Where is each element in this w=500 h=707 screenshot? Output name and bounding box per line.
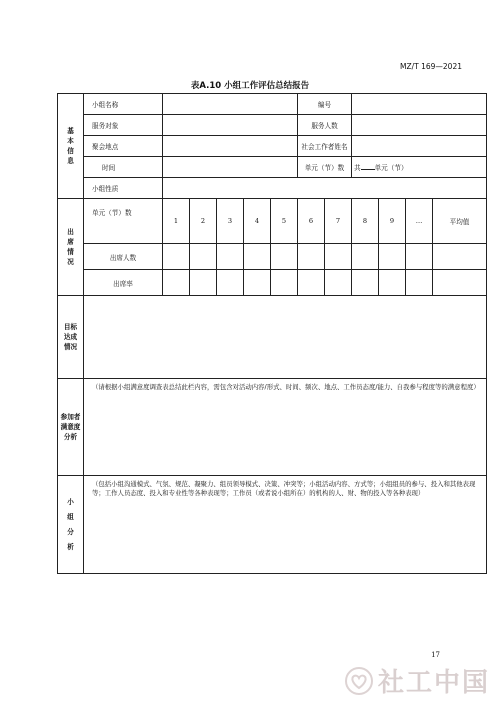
- label-service-count: 服务人数: [298, 115, 352, 136]
- cell-attendance-rate[interactable]: [244, 270, 271, 296]
- section-basic-info: 基 本 信 息: [58, 94, 84, 199]
- section-group-analysis: 小 组 分 析: [58, 476, 84, 574]
- session-col-9: 9: [379, 199, 406, 244]
- field-number[interactable]: [352, 94, 487, 115]
- evaluation-form-table: [57, 93, 487, 574]
- label-group-name: 小组名称: [84, 94, 163, 115]
- cell-attendance-rate[interactable]: [406, 270, 433, 296]
- field-service-count[interactable]: [352, 115, 487, 136]
- label-service-target: 服务对象: [84, 115, 163, 136]
- table-title: 表A.10 小组工作评估总结报告: [190, 81, 310, 91]
- cell-attendance-count[interactable]: [352, 244, 379, 270]
- session-col-8: 8: [352, 199, 379, 244]
- session-col-5: 5: [271, 199, 298, 244]
- session-col-7: 7: [325, 199, 352, 244]
- session-col-2: 2: [190, 199, 217, 244]
- label-attendance-rate: 出席率: [84, 270, 163, 296]
- table-row: [58, 244, 487, 270]
- session-col-4: 4: [244, 199, 271, 244]
- field-service-target[interactable]: [163, 115, 298, 136]
- field-group-name[interactable]: [163, 94, 298, 115]
- cell-attendance-count[interactable]: [298, 244, 325, 270]
- label-attendance-count: 出席人数: [84, 244, 163, 270]
- cell-attendance-rate[interactable]: [163, 270, 190, 296]
- table-row: [58, 296, 487, 379]
- section-satisfaction: 参加者 满意度 分析: [58, 379, 84, 476]
- watermark-text: 社工中国: [377, 668, 490, 698]
- cell-attendance-count[interactable]: [433, 244, 487, 270]
- cell-attendance-rate[interactable]: [190, 270, 217, 296]
- table-row: [58, 379, 487, 476]
- cell-attendance-count[interactable]: [379, 244, 406, 270]
- session-col-3: 3: [217, 199, 244, 244]
- page-number: 17: [431, 651, 440, 659]
- watermark: [344, 662, 490, 699]
- cell-attendance-count[interactable]: [406, 244, 433, 270]
- cell-attendance-count[interactable]: [325, 244, 352, 270]
- table-row: [58, 115, 487, 136]
- cell-attendance-rate[interactable]: [217, 270, 244, 296]
- document-code: MZ/T 169—2021: [399, 62, 462, 71]
- cell-attendance-count[interactable]: [244, 244, 271, 270]
- session-col-1: 1: [163, 199, 190, 244]
- cell-attendance-rate[interactable]: [433, 270, 487, 296]
- field-venue[interactable]: [163, 136, 298, 157]
- field-time[interactable]: [163, 157, 298, 178]
- label-time: 时间: [84, 157, 163, 178]
- label-group-nature: 小组性质: [84, 178, 163, 199]
- heart-hands-logo-icon: [344, 666, 374, 696]
- table-row: [58, 94, 487, 115]
- section-attendance: 出 席 情 况: [58, 199, 84, 296]
- field-goal-attainment[interactable]: [84, 296, 487, 379]
- cell-attendance-count[interactable]: [190, 244, 217, 270]
- label-session-number: 单元（节）数: [84, 199, 163, 244]
- field-sessions-total[interactable]: 共 单元（节）: [352, 157, 487, 178]
- table-row: [58, 178, 487, 199]
- field-group-analysis[interactable]: （包括小组沟通模式、气氛、规范、凝聚力、组员领导模式、决策、冲突等；小组活动内容、方式等；小组组员的参与、投入和其他表现等；工作人员态度、投入和专业性等各种表现等；工作员（或者说小组所在）的机构的人、财、物的投入等各种表现）: [84, 476, 487, 574]
- session-col-more: …: [406, 199, 433, 244]
- table-row: [58, 270, 487, 296]
- cell-attendance-count[interactable]: [217, 244, 244, 270]
- field-group-nature[interactable]: [163, 178, 487, 199]
- field-worker-name[interactable]: [352, 136, 487, 157]
- table-row: [58, 199, 487, 244]
- table-row: [58, 476, 487, 574]
- section-goal-attainment: 目标 达成 情况: [58, 296, 84, 379]
- label-sessions: 单元（节）数: [298, 157, 352, 178]
- table-row: [58, 136, 487, 157]
- blank-line: [361, 163, 375, 170]
- label-worker-name: 社会工作者姓名: [298, 136, 352, 157]
- cell-attendance-rate[interactable]: [298, 270, 325, 296]
- cell-attendance-count[interactable]: [163, 244, 190, 270]
- cell-attendance-rate[interactable]: [379, 270, 406, 296]
- cell-attendance-rate[interactable]: [352, 270, 379, 296]
- label-number: 编号: [298, 94, 352, 115]
- session-col-6: 6: [298, 199, 325, 244]
- cell-attendance-rate[interactable]: [271, 270, 298, 296]
- field-satisfaction[interactable]: （请根据小组满意度调查表总结此栏内容，需包含对活动内容/形式、时间、频次、地点、工作员态度/能力、自我参与程度等的满意程度）: [84, 379, 487, 476]
- table-row: [58, 157, 487, 178]
- cell-attendance-rate[interactable]: [325, 270, 352, 296]
- cell-attendance-count[interactable]: [271, 244, 298, 270]
- label-venue: 聚会地点: [84, 136, 163, 157]
- session-col-average: 平均值: [433, 199, 487, 244]
